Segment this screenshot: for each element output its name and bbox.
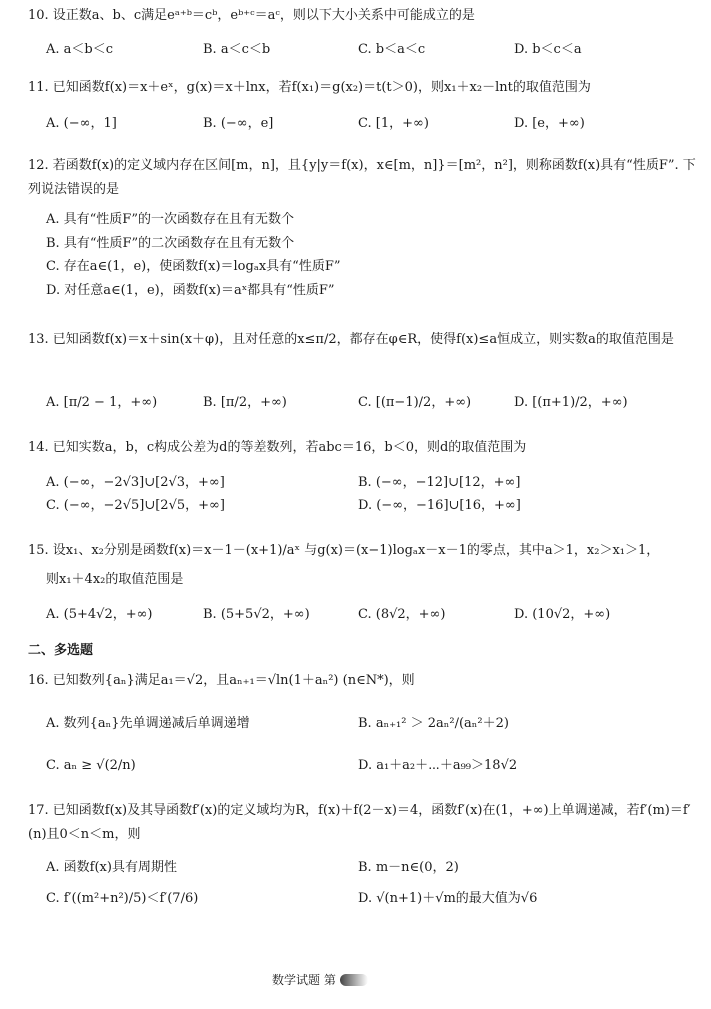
- question-stem: 17. 已知函数f(x)及其导函数f′(x)的定义域均为R，f(x)＋f(2－x)＝4，函数f′(x)在(1，+∞)上单调递减，若f′(m)＝f′(n)且0＜n＜m，则: [28, 803, 691, 842]
- option-c: C. aₙ ≥ √(2/n): [46, 758, 136, 773]
- section-title: 二、多选题: [28, 643, 94, 658]
- question-10: [28, 8, 697, 24]
- option-d: D. (10√2，+∞): [514, 607, 611, 622]
- question-stem: 15. 设x₁、x₂分别是函数f(x)＝x－1－(x+1)/aˣ 与g(x)＝(x−1)logₐx－x－1的零点，其中a＞1，x₂＞x₁＞1，: [28, 543, 660, 558]
- option-a: A. 函数f(x)具有周期性: [46, 860, 177, 875]
- question-16: [28, 673, 697, 689]
- option-d: D. [(π+1)/2，+∞): [514, 395, 628, 410]
- question-stem: 10. 设正数a、b、c满足eᵃ⁺ᵇ＝cᵇ，eᵇ⁺ᶜ＝aᶜ，则以下大小关系中可能成立的是: [28, 8, 475, 23]
- option-b: B. 具有“性质F”的二次函数存在且有无数个: [46, 236, 295, 251]
- question-11: [28, 80, 697, 96]
- option-a: A. (−∞，−2√3]∪[2√3，+∞]: [46, 475, 225, 490]
- question-stem: 13. 已知函数f(x)＝x＋sin(x＋φ)，且对任意的x≤π/2，都存在φ∈R，使得f(x)≤a恒成立，则实数a的取值范围是: [28, 332, 674, 347]
- option-c: C. 存在a∈(1，e)，使函数f(x)＝logₐx具有“性质F”: [46, 259, 341, 274]
- question-stem: 12. 若函数f(x)的定义域内存在区间[m，n]，且{y|y＝f(x)，x∈[m，n]}＝[m²，n²]，则称函数f(x)具有“性质F”. 下列说法错误的是: [28, 158, 696, 197]
- question-stem: 11. 已知函数f(x)＝x＋eˣ，g(x)＝x＋lnx，若f(x₁)＝g(x₂)＝t(t＞0)，则x₁＋x₂－lnt的取值范围为: [28, 80, 591, 95]
- option-a: A. [π/2 − 1，+∞): [46, 395, 158, 410]
- option-d: D. [e，+∞): [514, 116, 585, 131]
- option-c: C. (8√2，+∞): [358, 607, 446, 622]
- option-a: A. (−∞，1]: [46, 116, 117, 131]
- option-a: A. 数列{aₙ}先单调递减后单调递增: [46, 716, 250, 731]
- option-d: D. a₁＋a₂＋⋯＋a₉₉＞18√2: [358, 758, 518, 773]
- option-c: C. [(π−1)/2，+∞): [358, 395, 472, 410]
- question-13: [28, 327, 697, 353]
- option-d: D. 对任意a∈(1，e)，函数f(x)＝aˣ都具有“性质F”: [46, 283, 335, 298]
- option-c: C. b＜a＜c: [358, 42, 426, 57]
- option-d: D. (−∞，−16]∪[16，+∞]: [358, 498, 521, 513]
- option-b: B. aₙ₊₁² ＞ 2aₙ²/(aₙ²＋2): [358, 716, 509, 731]
- question-14: [28, 440, 697, 456]
- option-b: B. (5+5√2，+∞): [203, 607, 310, 622]
- option-a: A. (5+4√2，+∞): [46, 607, 153, 622]
- question-stem: 16. 已知数列{aₙ}满足a₁＝√2，且aₙ₊₁＝√ln(1＋aₙ²) (n∈N*)，则: [28, 673, 415, 688]
- question-12: [28, 154, 697, 202]
- option-d: D. b＜c＜a: [514, 42, 582, 57]
- question-15: [28, 543, 697, 559]
- option-b: B. (−∞，e]: [203, 116, 274, 131]
- question-stem: 14. 已知实数a，b，c构成公差为d的等差数列，若abc＝16，b＜0，则d的取值范围为: [28, 440, 527, 455]
- question-15-continued: [46, 572, 697, 588]
- page-footer: [272, 973, 368, 988]
- option-c: C. f′((m²+n²)/5)＜f′(7/6): [46, 891, 199, 906]
- option-b: B. [π/2，+∞): [203, 395, 287, 410]
- option-d: D. √(n+1)＋√m的最大值为√6: [358, 891, 538, 906]
- footer-label: 数学试题 第: [272, 973, 336, 987]
- question-stem-line-2: 则x₁＋4x₂的取值范围是: [46, 572, 184, 587]
- scan-smudge: [340, 974, 368, 986]
- option-a: A. 具有“性质F”的一次函数存在且有无数个: [46, 212, 294, 227]
- option-b: B. (−∞，−12]∪[12，+∞]: [358, 475, 521, 490]
- option-a: A. a＜b＜c: [46, 42, 114, 57]
- option-b: B. m－n∈(0，2): [358, 860, 459, 875]
- option-b: B. a＜c＜b: [203, 42, 271, 57]
- option-c: C. [1，+∞): [358, 116, 429, 131]
- option-c: C. (−∞，−2√5]∪[2√5，+∞]: [46, 498, 225, 513]
- question-17: [28, 799, 697, 847]
